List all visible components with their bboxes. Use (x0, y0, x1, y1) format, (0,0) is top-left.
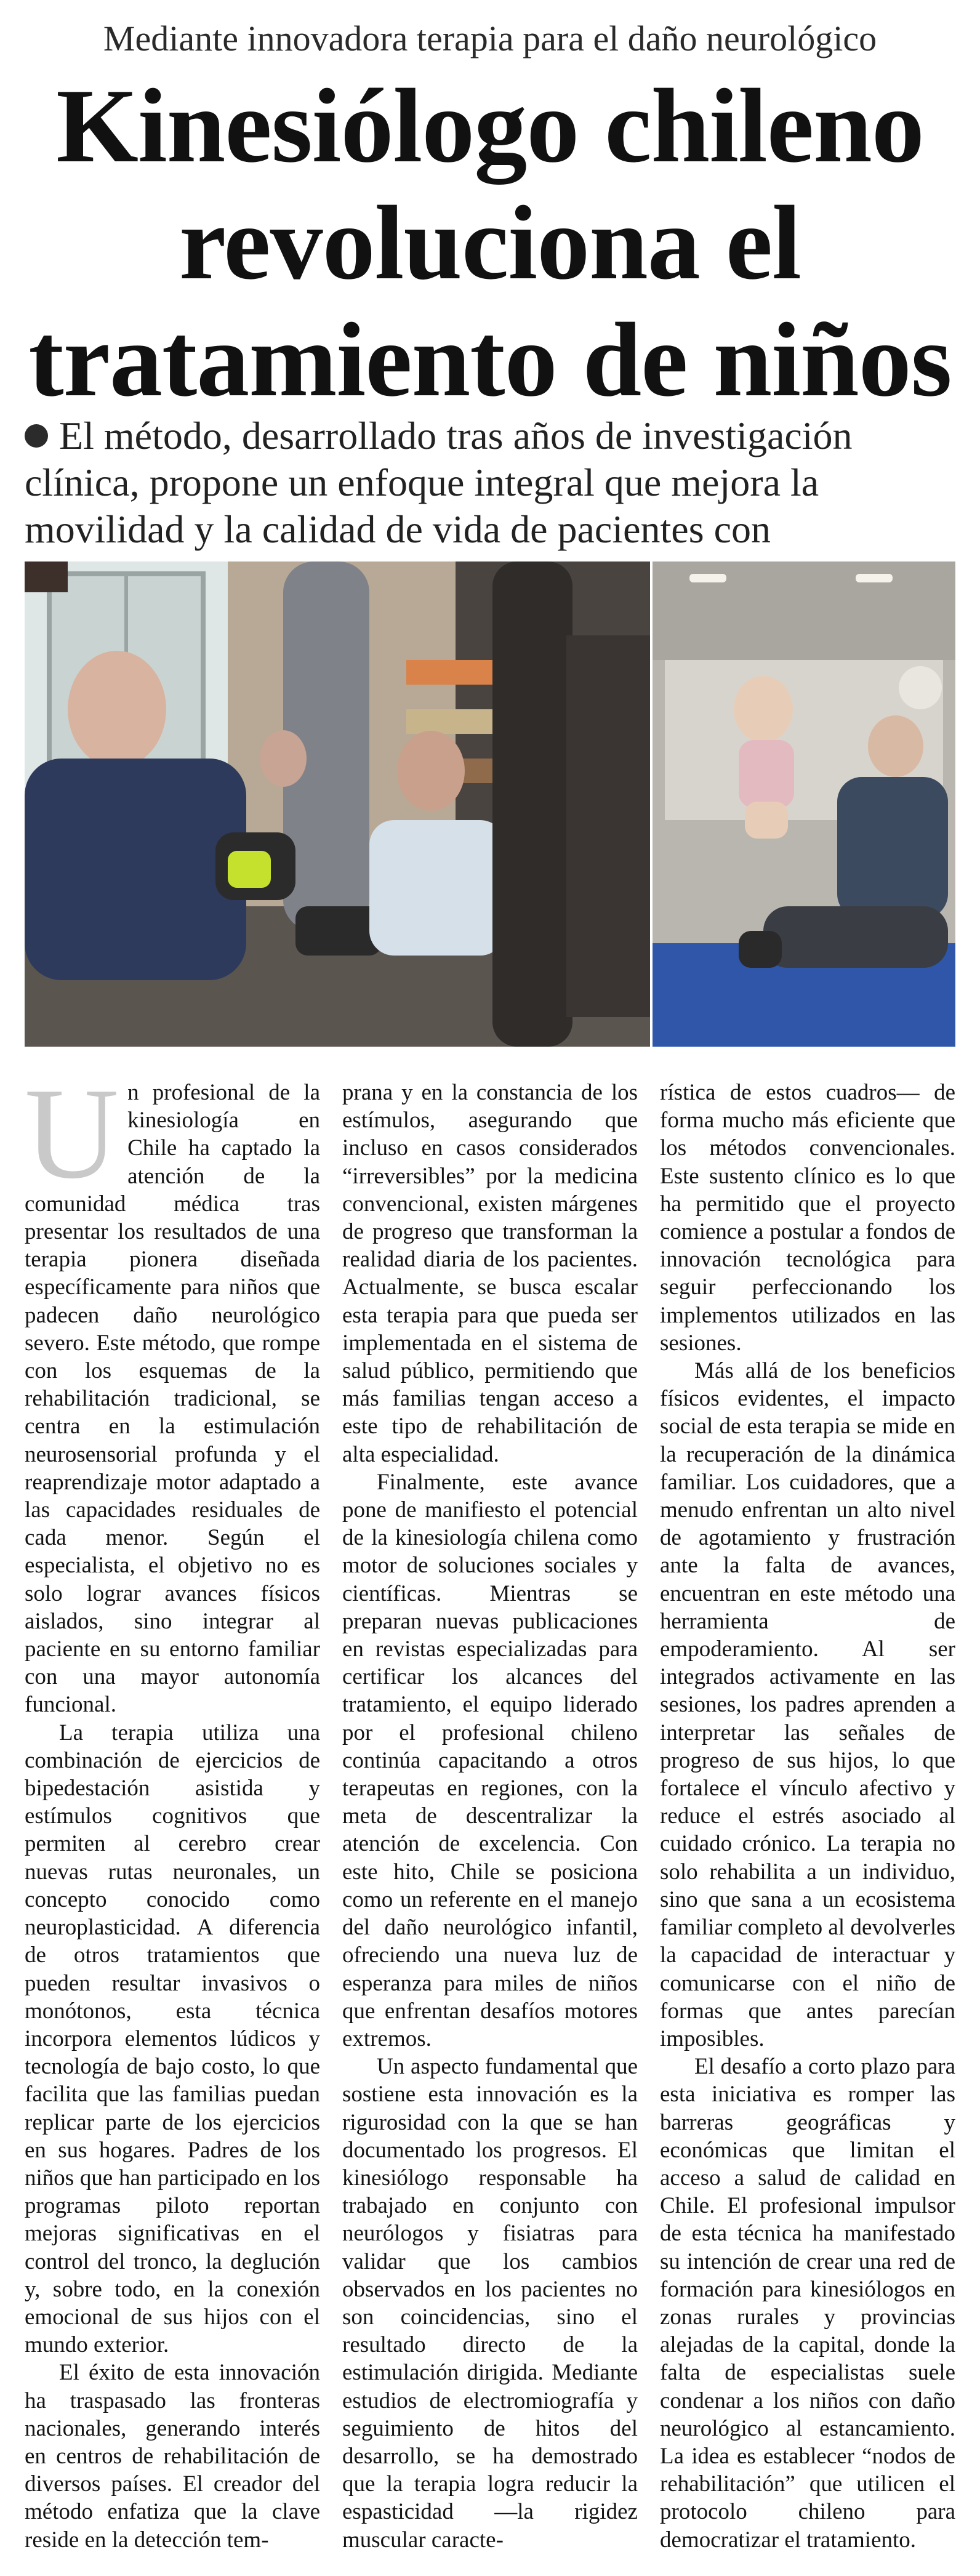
body-column-3 (660, 1079, 955, 2554)
paragraph: El desafío a corto plazo para esta iniciativa es romper las barreras geográficas y económicas que limitan el acceso a salud de calidad en Chile. El profesional impulsor de esta técnica ha manifestado su intención de crear una red de formación para kinesiólogos en zonas rurales y provincias alejadas de la capital, donde la falta de especialistas suele condenar a los niños con daño neurológico al estancamiento. La idea es establecer “nodos de rehabilitación” que utilicen el protocolo chileno para democratizar el tratamiento. (660, 2054, 955, 2553)
paragraph: La terapia utiliza una combinación de ejercicios de bipedestación asistida y estímulos cognitivos que permiten al cerebro crear nuevas rutas neuronales, un concepto conocido como neuroplasticidad. A diferencia de otros tratamientos que pueden resultar invasivos o monótonos, esta técnica incorpora elementos lúdicos y tecnología de bajo costo, lo que facilita que las familias puedan replicar parte de los ejercicios en sus hogares. Padres de los niños que han participado en los programas piloto reportan mejoras significativas en el control del tronco, la deglución y, sobre todo, en la conexión emocional de sus hijos con el mundo exterior. (25, 1720, 320, 2358)
photo-strip (25, 561, 955, 1047)
body-column-1 (25, 1061, 320, 2554)
photo-baby-doll (653, 561, 955, 1047)
photo-therapy-session (25, 561, 650, 1047)
paragraph: Más allá de los beneficios físicos evidentes, el impacto social de esta terapia se mide en la recuperación de la dinámica familiar. Los cuidadores, que a menudo enfrentan un alto nivel de agotamiento y frustración ante la falta de avances, encuentran en este método una herramienta de empoderamiento. Al ser integrados activamente en las sesiones, los padres aprenden a interpretar las señales de progreso de sus hijos, lo que fortalece el vínculo afectivo y reduce el estrés asociado al cuidado crónico. La terapia no solo rehabilita a un individuo, sino que sana a un ecosistema familiar completo al devolverles la capacidad de interactuar y comunicarse con el niño de formas que antes parecían imposibles. (660, 1358, 955, 2051)
paragraph (25, 1061, 320, 1719)
article-body (25, 1061, 955, 2556)
paragraph-text: n profesional de la kinesiología en Chile ha captado la atención de la comunidad médica tras presentar los resultados de una terapia pionera diseñada específicamente para niños que padecen daño neurológico severo. Este método, que rompe con los esquemas de la rehabilitación tradicional, se centra en la estimulación neurosensorial profunda y el reaprendizaje motor adaptado a las capacidades residuales de cada menor. Según el especialista, el objetivo no es solo lograr avances físicos aislados, sino integrar al paciente en su entorno familiar con una mayor autonomía funcional. (25, 1080, 320, 1718)
paragraph: rística de estos cuadros— de forma mucho más eficiente que los métodos convencionales. Este sustento clínico es lo que ha permitido que el proyecto comience a postular a fondos de innovación tecnológica para seguir perfeccionando los implementos utilizados en las sesiones. (660, 1080, 955, 1356)
paragraph: Un aspecto fundamental que sostiene esta innovación es la rigurosidad con la que se han documentado los progresos. El kinesiólogo responsable ha trabajado en conjunto con neurólogos y fisiatras para validar que los cambios observados en los pacientes no son coincidencias, sino el resultado directo de la estimulación dirigida. Mediante estudios de electromiografía y seguimiento de hitos del desarrollo, se ha demostrado que la terapia logra reducir la espasticidad —la rigidez muscular caracte- (342, 2054, 638, 2553)
paragraph: Finalmente, este avance pone de manifiesto el potencial de la kinesiología chilena como motor de soluciones sociales y científicas. Mientras se preparan nuevas publicaciones en revistas especializadas para certificar los alcances del tratamiento, el equipo liderado por el profesional chileno continúa capacitando a otros terapeutas en regiones, con la meta de descentralizar la atención de excelencia. Con este hito, Chile se posiciona como un referente en el manejo del daño neurológico infantil, ofreciendo una nueva luz de esperanza para miles de niños que enfrentan desafíos motores extremos. (342, 1469, 638, 2051)
lead-text: El método, desarrollado tras años de investigación clínica, propone un enfoque integral que mejora la movilidad y la calidad de vida de pacientes con (25, 414, 853, 551)
drop-cap: U (25, 1061, 119, 1205)
article-headline: Kinesiólogo chileno revoluciona el tratamiento de niños (28, 68, 952, 419)
bullet-icon (25, 424, 48, 448)
body-column-2 (342, 1079, 638, 2554)
article-kicker: Mediante innovadora terapia para el daño neurológico (103, 18, 877, 58)
paragraph: prana y en la constancia de los estímulos, asegurando que incluso en casos considerados “irreversibles” por la medicina convencional, existen márgenes de progreso que transforman la realidad diaria de los pacientes. Actualmente, se busca escalar esta terapia para que pueda ser implementada en el sistema de salud público, permitiendo que más familias tengan acceso a este tipo de rehabilitación de alta especialidad. (342, 1080, 638, 1467)
paragraph: El éxito de esta innovación ha traspasado las fronteras nacionales, generando interés en centros de rehabilitación de diversos países. El creador del método enfatiza que la clave reside en la detección tem- (25, 2360, 320, 2553)
